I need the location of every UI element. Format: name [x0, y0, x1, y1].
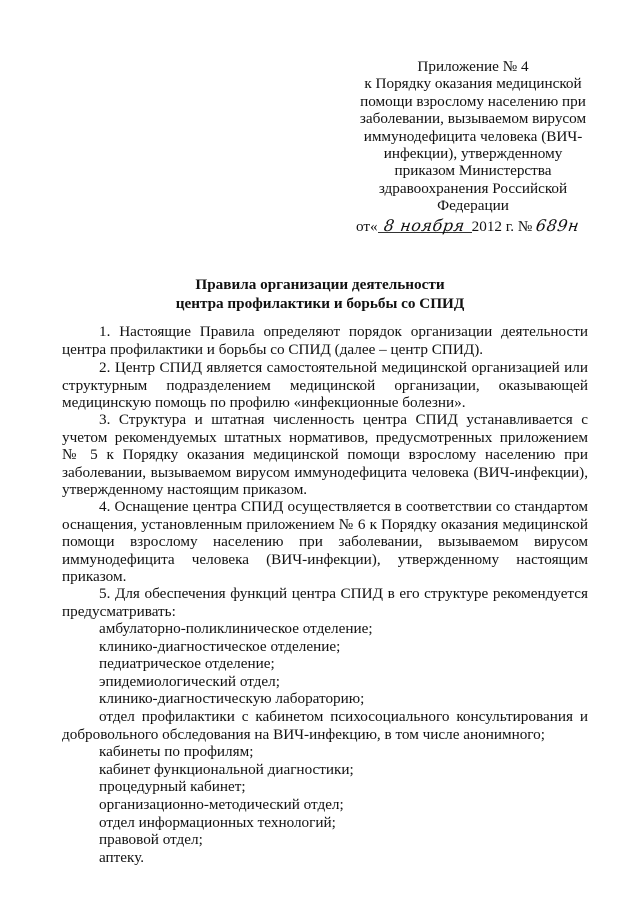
paragraph-text: 4. Оснащение центра СПИД осуществляется в соответствии со стандартом оснащения, установленным приложением № 6 к Порядку оказания медицинской помощи взрослому населению при заболевании, вызываемом вирусом иммунодефицита человека (ВИЧ-инфекции), утвержденному настоящим приказом.: [62, 498, 588, 586]
list-item: клинико-диагностическое отделение;: [99, 637, 341, 655]
list-item: клинико-диагностическую лабораторию;: [99, 690, 365, 708]
list-item: правовой отдел;: [99, 831, 203, 849]
appendix-line: инфекции), утвержденному: [383, 145, 563, 163]
appendix-line: иммунодефицита человека (ВИЧ-: [363, 127, 583, 145]
structure-list: [62, 620, 588, 866]
paragraph-text: 2. Центр СПИД является самостоятельной медицинской организацией или структурным подразделением медицинской организации, оказывающей медицинскую помощь по профилю «инфекционные болезни».: [62, 359, 588, 412]
list-item: организационно-методический отдел;: [99, 795, 344, 813]
list-item: аптеку.: [99, 848, 145, 866]
appendix-line: Приложение № 4: [417, 58, 529, 75]
list-item: кабинет функциональной диагностики;: [99, 760, 354, 778]
appendix-line: к Порядку оказания медицинской: [364, 75, 582, 93]
paragraph-2: [62, 359, 588, 412]
document-title: [90, 275, 550, 313]
appendix-line: помощи взрослому населению при: [360, 92, 586, 110]
list-item: педиатрическое отделение;: [99, 655, 275, 673]
paragraph-text: 3. Структура и штатная численность центра СПИД устанавливается с учетом рекомендуемых штатных нормативов, предусмотренных приложением № 5 к Порядку оказания медицинской помощи взрослому населению при заболевании, вызываемом вирусом иммунодефицита человека (ВИЧ-инфекции), утвержденному настоящим приказом.: [62, 411, 588, 499]
appendix-line: заболевании, вызываемом вирусом: [359, 110, 587, 128]
date-suffix: 2012 г. №: [471, 218, 533, 235]
paragraph-text: 5. Для обеспечения функций центра СПИД в его структуре рекомендуется предусматривать:: [62, 585, 588, 620]
title-line-2: центра профилактики и борьбы со СПИД: [175, 295, 465, 312]
appendix-line: приказом Министерства: [394, 162, 552, 180]
paragraph-text: 1. Настоящие Правила определяют порядок организации деятельности центра профилактики и борьбы со СПИД (далее – центр СПИД).: [62, 323, 588, 358]
paragraph-1: [62, 323, 588, 358]
list-item: отдел информационных технологий;: [99, 813, 336, 831]
date-blank: [378, 216, 472, 233]
order-date-number: [356, 216, 606, 237]
paragraph-5: [62, 585, 588, 620]
paragraph-4: [62, 498, 588, 586]
appendix-line: Федерации: [437, 197, 509, 215]
list-item: эпидемиологический отдел;: [99, 672, 280, 690]
handwritten-date: 8 ноября: [383, 216, 467, 235]
handwritten-number: 689н: [534, 216, 581, 235]
date-prefix: от«: [356, 218, 378, 235]
title-line-1: Правила организации деятельности: [195, 276, 445, 293]
list-item: кабинеты по профилям;: [99, 743, 254, 761]
list-item: отдел профилактики с кабинетом психосоциального консультирования и добровольного обследования на ВИЧ-инфекцию, в том числе анонимного;: [62, 707, 588, 743]
appendix-line: здравоохранения Российской: [378, 179, 568, 197]
list-item: процедурный кабинет;: [99, 778, 246, 796]
paragraph-3: [62, 411, 588, 499]
appendix-header: [358, 58, 588, 215]
list-item: амбулаторно-поликлиническое отделение;: [99, 620, 373, 637]
